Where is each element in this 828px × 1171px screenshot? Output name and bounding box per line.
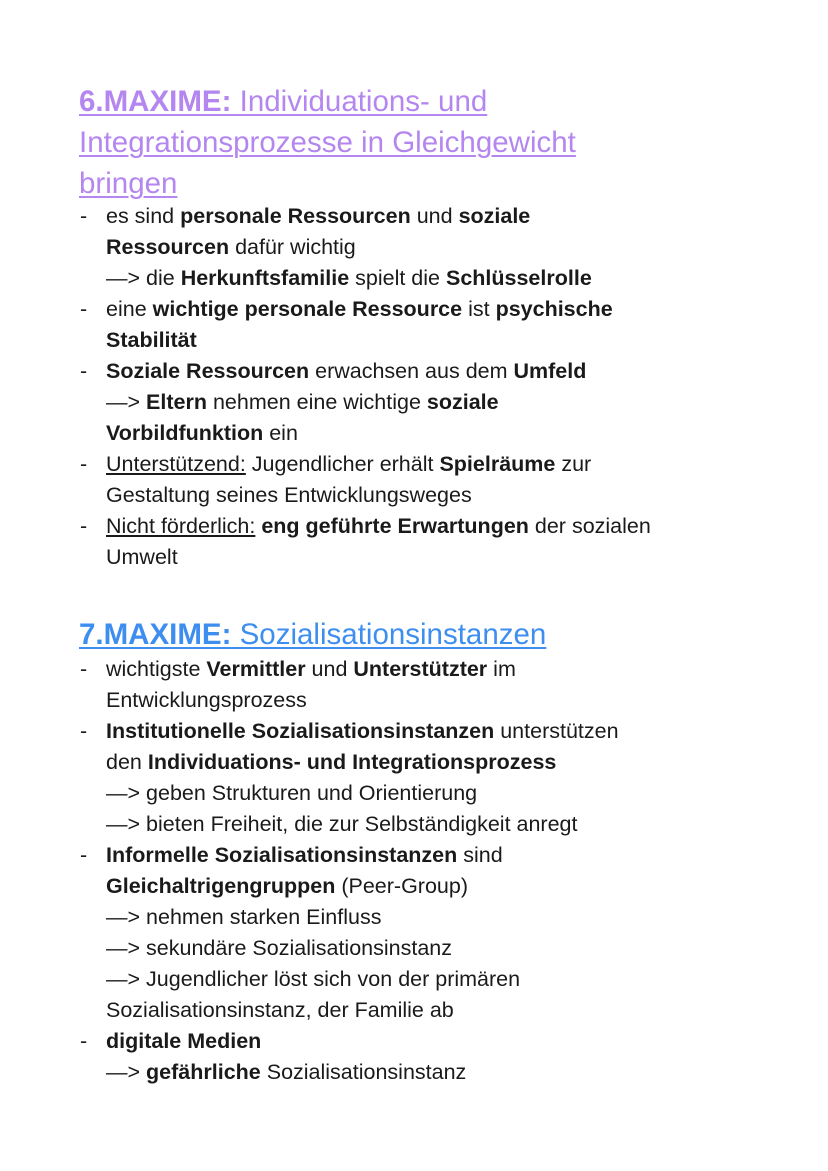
bold-text: Individuations- und Integrationsprozess — [147, 750, 557, 774]
text: eine — [106, 297, 153, 321]
text: ist — [462, 297, 496, 321]
bold-text: eng geführte Erwartungen — [261, 514, 529, 538]
bold-text: Herkunftsfamilie — [180, 266, 350, 290]
maxime-6-heading — [79, 81, 799, 204]
list-item — [0, 356, 766, 449]
list-item — [0, 1026, 766, 1088]
bold-text: Vorbildfunktion — [106, 421, 264, 445]
text: Jugendlicher löst sich von der primären — [140, 967, 521, 991]
text: Sozialisationsinstanz — [260, 1060, 467, 1084]
dash-bullet: - — [80, 204, 88, 228]
bold-text: Soziale Ressourcen — [106, 359, 310, 383]
bold-text: soziale — [458, 204, 531, 228]
text: dafür wichtig — [229, 235, 356, 259]
bold-text: gefährliche — [146, 1060, 261, 1084]
bold-text: Institutionelle Sozialisationsinstanzen — [106, 719, 495, 743]
arrow: —> — [106, 781, 141, 805]
text: und — [305, 657, 354, 681]
maxime-6-list — [0, 201, 766, 573]
bold-text: Spielräume — [439, 452, 556, 476]
arrow: —> — [106, 936, 141, 960]
underlined-text: Unterstützend: — [106, 452, 246, 476]
bold-text: Vermittler — [206, 657, 306, 681]
maxime-6-title-line-2: Integrationsprozesse in Gleichgewicht — [79, 126, 576, 159]
text: ein — [263, 421, 298, 445]
bold-text: Stabilität — [106, 328, 197, 352]
text: Gestaltung seines Entwicklungsweges — [106, 483, 472, 507]
text: zur — [555, 452, 592, 476]
list-item — [0, 201, 766, 294]
text: sind — [457, 843, 503, 867]
text: spielt die — [349, 266, 446, 290]
dash-bullet: - — [80, 514, 88, 538]
text: nehmen eine wichtige — [206, 390, 427, 414]
dash-bullet: - — [80, 359, 88, 383]
dash-bullet: - — [80, 297, 88, 321]
bold-text: wichtige personale Ressource — [152, 297, 463, 321]
text: Entwicklungsprozess — [106, 688, 307, 712]
list-item — [0, 449, 766, 511]
list-item — [0, 294, 766, 356]
maxime-7-heading — [79, 614, 799, 655]
text: Sozialisationsinstanz, der Familie ab — [106, 998, 454, 1022]
text: nehmen starken Einfluss — [140, 905, 382, 929]
maxime-6-title-line-1: Individuations- und — [231, 85, 488, 118]
text: und — [410, 204, 459, 228]
dash-bullet: - — [80, 657, 88, 681]
list-item — [0, 511, 766, 573]
dash-bullet: - — [80, 843, 88, 867]
arrow: —> — [106, 1060, 141, 1084]
text: erwachsen aus dem — [309, 359, 514, 383]
maxime-7-label: 7.MAXIME: — [79, 618, 232, 651]
dash-bullet: - — [80, 719, 88, 743]
dash-bullet: - — [80, 1029, 88, 1053]
bold-text: soziale — [426, 390, 499, 414]
list-item — [0, 716, 766, 840]
arrow: —> — [106, 390, 141, 414]
bold-text: Umfeld — [513, 359, 587, 383]
text: die — [140, 266, 181, 290]
text: geben Strukturen und Orientierung — [140, 781, 478, 805]
list-item — [0, 840, 766, 1026]
arrow: —> — [106, 905, 141, 929]
text: der sozialen — [528, 514, 651, 538]
text: Jugendlicher erhält — [245, 452, 440, 476]
arrow: —> — [106, 812, 141, 836]
maxime-6-title-line-3: bringen — [79, 167, 178, 200]
list-item — [0, 654, 766, 716]
bold-text: psychische — [495, 297, 613, 321]
bold-text: personale Ressourcen — [180, 204, 411, 228]
text: den — [106, 750, 148, 774]
bold-text: Eltern — [146, 390, 207, 414]
bold-text: digitale Medien — [106, 1029, 262, 1053]
text: sekundäre Sozialisationsinstanz — [140, 936, 452, 960]
bold-text: Schlüsselrolle — [445, 266, 592, 290]
dash-bullet: - — [80, 452, 88, 476]
bold-text: Unterstützter — [353, 657, 488, 681]
text: (Peer-Group) — [335, 874, 468, 898]
text: bieten Freiheit, die zur Selbständigkeit anregt — [140, 812, 578, 836]
text: unterstützen — [494, 719, 619, 743]
maxime-7-title: Sozialisationsinstanzen — [231, 618, 547, 651]
bold-text: Informelle Sozialisationsinstanzen — [106, 843, 458, 867]
maxime-7-list — [0, 654, 766, 1088]
text: wichtigste — [106, 657, 207, 681]
text: im — [487, 657, 516, 681]
text: Umwelt — [106, 545, 178, 569]
maxime-6-label: 6.MAXIME: — [79, 85, 232, 118]
text: es sind — [106, 204, 181, 228]
underlined-text: Nicht förderlich: — [106, 514, 256, 538]
arrow: —> — [106, 266, 141, 290]
bold-text: Ressourcen — [106, 235, 230, 259]
bold-text: Gleichaltrigengruppen — [106, 874, 336, 898]
arrow: —> — [106, 967, 141, 991]
